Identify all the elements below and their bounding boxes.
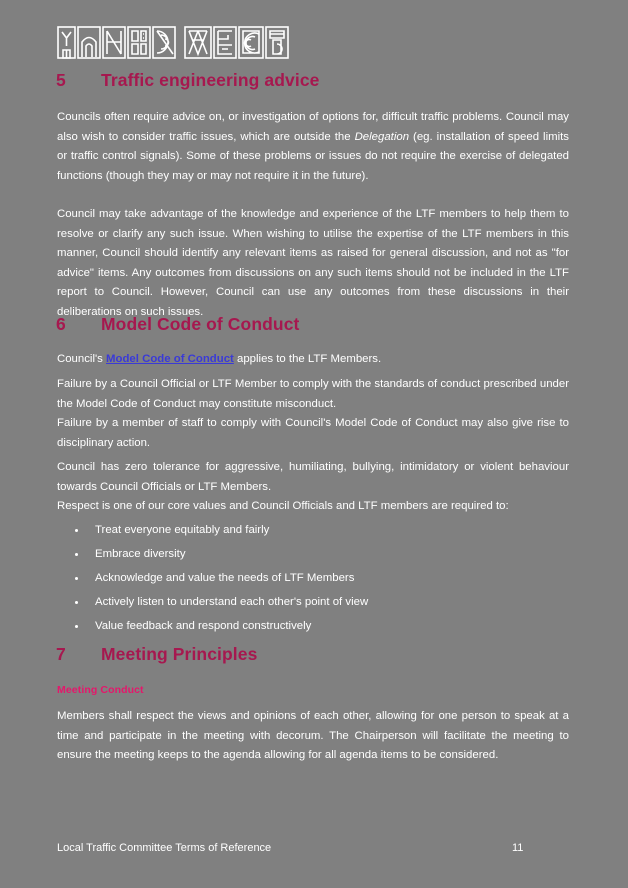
page-footer: [57, 842, 580, 858]
section-5-paragraph-1: Councils often require advice on, or investigation of options for, difficult traffic problems. Council may also wish to consider traffic issues, which are outside the Delegation (eg. installation of speed limits or traffic control signals). Some of these problems or issues do not require the exercise of delegated functions (though they may or may not require it in the future).: [57, 111, 569, 182]
meeting-conduct-subheading: Meeting Conduct: [57, 684, 144, 696]
section-6-link-paragraph: [57, 350, 569, 370]
section-5-heading: [56, 70, 580, 91]
link-intro-text: Council's: [57, 353, 107, 365]
list-item: [57, 545, 569, 569]
section-5-number: 5: [56, 70, 66, 90]
section-5-title: Traffic engineering advice: [101, 70, 320, 90]
bullet-dot-icon: [75, 577, 78, 580]
bullet-dot-icon: [75, 529, 78, 532]
section-6-paragraph-2: Failure by a member of staff to comply with Council's Model Code of Conduct may also give rise to disciplinary action.: [57, 417, 569, 449]
section-6-heading: [56, 314, 580, 335]
list-item-label: Treat everyone equitably and fairly: [95, 524, 270, 536]
section-6-number: 6: [56, 314, 66, 334]
section-7-heading: [56, 644, 580, 665]
list-item: [57, 617, 569, 641]
conduct-values-list: [57, 521, 569, 641]
bullet-dot-icon: [75, 625, 78, 628]
bullet-dot-icon: [75, 601, 78, 604]
list-item: [57, 521, 569, 545]
list-item-label: Value feedback and respond constructively: [95, 620, 312, 632]
section-6-paragraph-1: Failure by a Council Official or LTF Member to comply with the standards of conduct prescribed under the Model Code of Conduct may constitute misconduct.: [57, 378, 569, 410]
footer-document-title: Local Traffic Committee Terms of Reference: [57, 842, 272, 854]
section-7-paragraph-1: Members shall respect the views and opinions of each other, allowing for one person to speak at a time and participate in the meeting with decorum. The Chairperson will facilitate the meeting to ensure the meeting keeps to the agenda allowing for all agenda items to be considered.: [57, 710, 569, 762]
section-6-paragraph-3: Council has zero tolerance for aggressive, humiliating, bullying, intimidatory or violent behaviour towards Council Officials or LTF Members.: [57, 461, 569, 493]
section-6-title: Model Code of Conduct: [101, 314, 300, 334]
section-7-title: Meeting Principles: [101, 644, 258, 664]
delegation-italic: Delegation: [354, 130, 410, 143]
model-code-of-conduct-link[interactable]: Model Code of Conduct: [106, 353, 234, 365]
inner-west-logo: [57, 26, 297, 60]
list-item: [57, 593, 569, 617]
list-item: [57, 569, 569, 593]
section-5-paragraph-2: Council may take advantage of the knowledge and experience of the LTF members to help them to resolve or clarify any such issue. When wishing to utilise the expertise of the LTF members in this manner, Council should identify any relevant items as raised for general discussion, and not as "for advice" items. Any outcomes from discussions on any such items should not be included in the LTF report to Council. However, Council can use any outcomes from these discussions in their deliberations on such issues.: [57, 208, 569, 318]
list-item-label: Acknowledge and value the needs of LTF Members: [95, 572, 355, 584]
footer-page-number: 11: [512, 842, 524, 854]
list-item-label: Actively listen to understand each other's point of view: [95, 596, 369, 608]
section-6-paragraph-4: Respect is one of our core values and Council Officials and LTF members are required to:: [57, 500, 509, 512]
link-outro-text: applies to the LTF Members.: [233, 353, 382, 365]
list-item-label: Embrace diversity: [95, 548, 186, 560]
section-7-number: 7: [56, 644, 66, 664]
bullet-dot-icon: [75, 553, 78, 556]
